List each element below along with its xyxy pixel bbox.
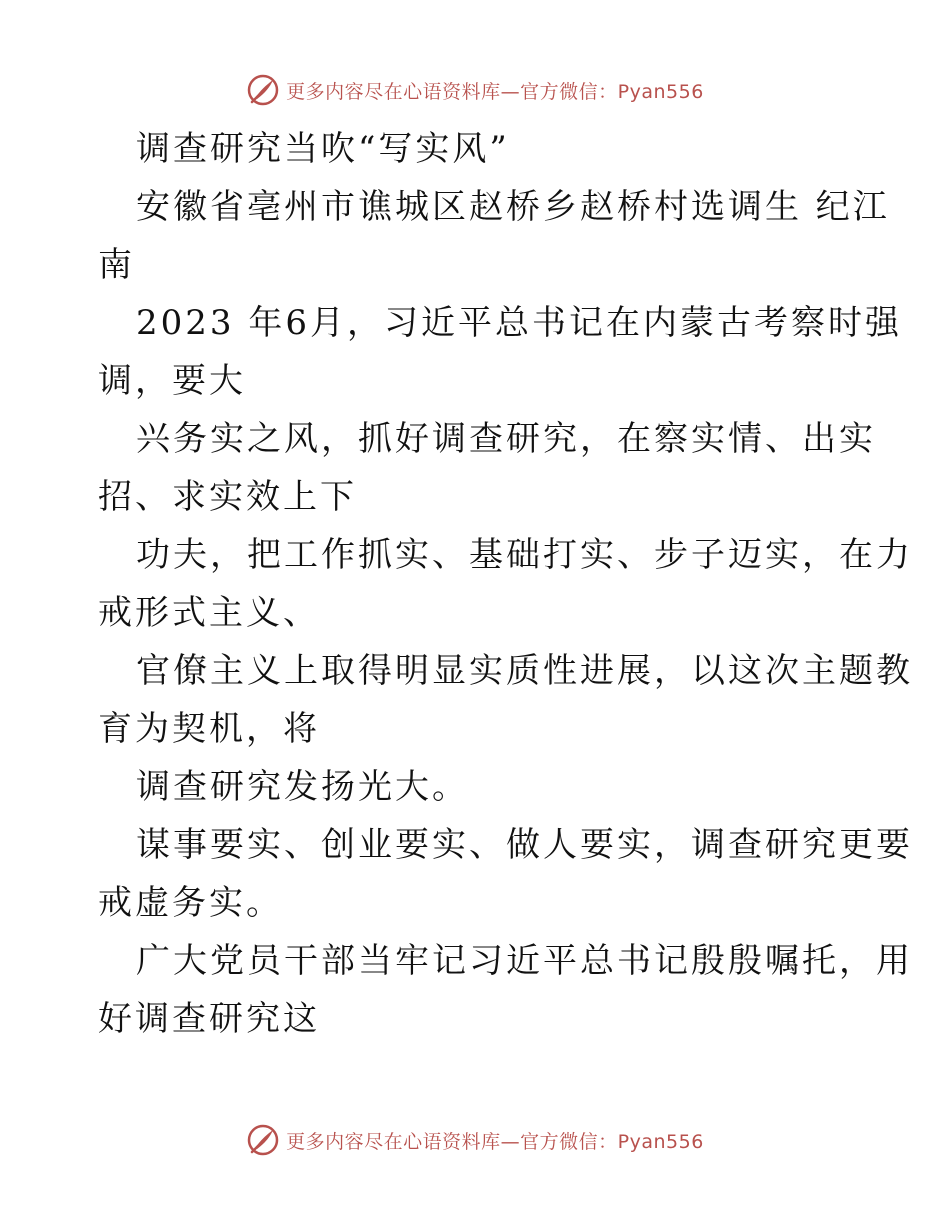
text-line: 调查研究当吹“写实风”	[136, 129, 510, 169]
feather-quill-icon	[246, 1123, 280, 1157]
watermark-text: 更多内容尽在心语资料库—官方微信：Pyan556	[286, 1130, 704, 1153]
text-line: 安徽省亳州市谯城区赵桥乡赵桥村选调生 纪江	[136, 187, 890, 227]
text-line: 调查研究发扬光大。	[136, 767, 469, 807]
text-line: 招、求实效上下	[98, 477, 357, 517]
text-line: 广大党员干部当牢记习近平总书记殷殷嘱托，用	[136, 941, 913, 981]
header-watermark	[0, 70, 950, 110]
text-line: 育为契机，将	[98, 709, 320, 749]
text-line: 谋事要实、创业要实、做人要实，调查研究更要	[136, 825, 913, 865]
text-line: 好调查研究这	[98, 999, 320, 1039]
document-body	[98, 120, 913, 1048]
footer-watermark	[0, 1120, 950, 1160]
text-line: 南	[98, 245, 135, 285]
text-line: 兴务实之风，抓好调查研究，在察实情、出实	[136, 419, 876, 459]
watermark-text: 更多内容尽在心语资料库—官方微信：Pyan556	[286, 80, 704, 103]
text-line: 戒形式主义、	[98, 593, 320, 633]
text-line: 功夫，把工作抓实、基础打实、步子迈实，在力	[136, 535, 913, 575]
text-line: 戒虚务实。	[98, 883, 283, 923]
feather-quill-icon	[246, 73, 280, 107]
text-line: 官僚主义上取得明显实质性进展，以这次主题教	[136, 651, 913, 691]
text-line: 2023 年6月，习近平总书记在内蒙古考察时强	[136, 303, 902, 343]
text-line: 调，要大	[98, 361, 246, 401]
